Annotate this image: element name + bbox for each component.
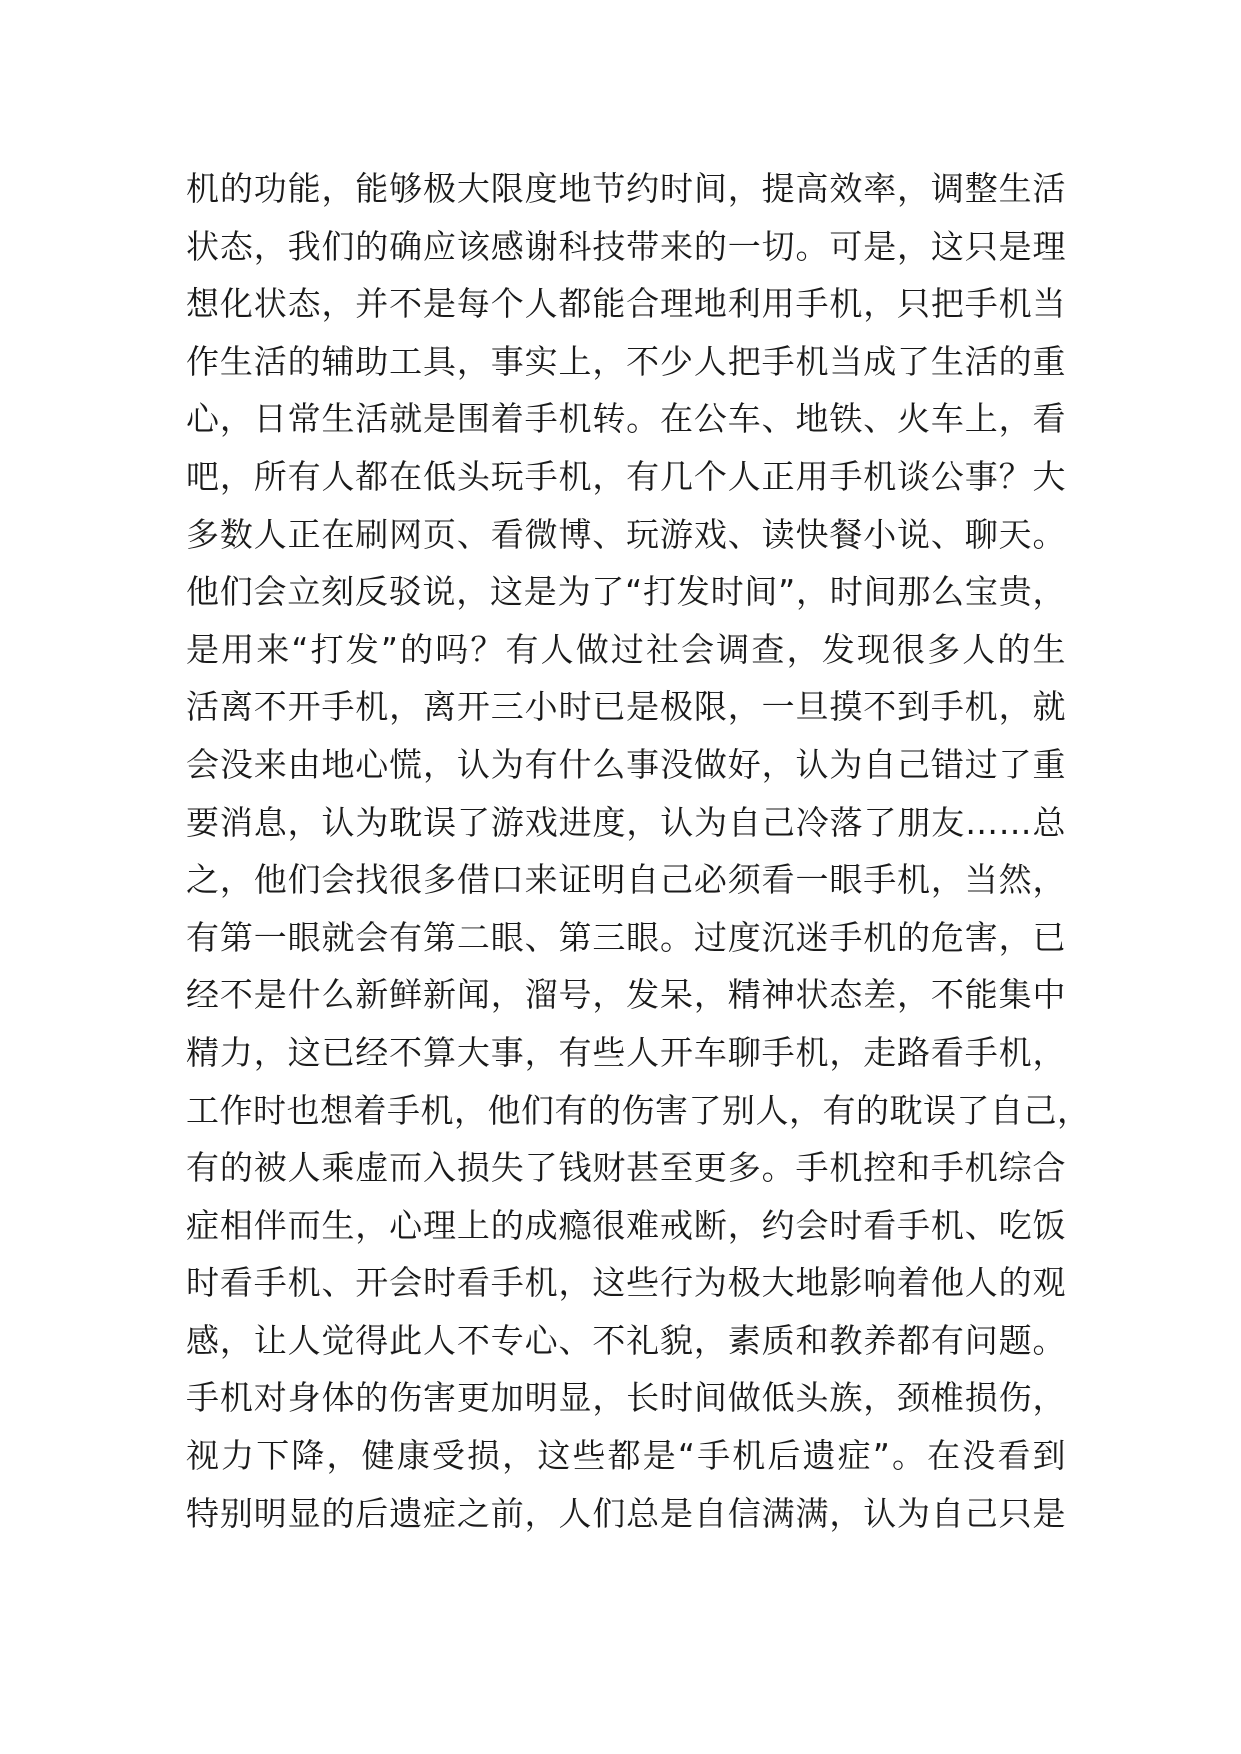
text-line: 手机对身体的伤害更加明显，长时间做低头族，颈椎损伤， [186,1378,1066,1418]
text-line: 工作时也想着手机，他们有的伤害了别人，有的耽误了自己， [186,1090,1091,1130]
text-line: 想化状态，并不是每个人都能合理地利用手机，只把手机当 [186,284,1066,324]
text-line: 时看手机、开会时看手机，这些行为极大地影响着他人的观 [186,1263,1066,1303]
text-line: 要消息，认为耽误了游戏进度，认为自己冷落了朋友……总 [186,802,1066,842]
text-line: 特别明显的后遗症之前，人们总是自信满满，认为自己只是 [186,1493,1066,1533]
text-line: 是用来“打发”的吗？有人做过社会调查，发现很多人的生 [186,629,1066,669]
text-line: 吧，所有人都在低头玩手机，有几个人正用手机谈公事？大 [186,456,1066,496]
text-line: 感，让人觉得此人不专心、不礼貌，素质和教养都有问题。 [186,1320,1066,1360]
text-line: 作生活的辅助工具，事实上，不少人把手机当成了生活的重 [186,341,1066,381]
text-line: 机的功能，能够极大限度地节约时间，提高效率，调整生活 [186,169,1066,208]
text-line: 心，日常生活就是围着手机转。在公车、地铁、火车上，看 [186,399,1066,439]
text-line: 有的被人乘虚而入损失了钱财甚至更多。手机控和手机综合 [186,1148,1066,1188]
text-line: 症相伴而生，心理上的成瘾很难戒断，约会时看手机、吃饭 [186,1205,1066,1245]
text-line: 状态，我们的确应该感谢科技带来的一切。可是，这只是理 [186,226,1066,266]
body-text [186,160,1091,1542]
text-line: 精力，这已经不算大事，有些人开车聊手机，走路看手机， [186,1032,1066,1072]
text-line: 他们会立刻反驳说，这是为了“打发时间”，时间那么宝贵， [186,572,1066,612]
text-line: 活离不开手机，离开三小时已是极限，一旦摸不到手机，就 [186,687,1066,727]
text-line: 经不是什么新鲜新闻，溜号，发呆，精神状态差，不能集中 [186,975,1066,1015]
text-line: 有第一眼就会有第二眼、第三眼。过度沉迷手机的危害，已 [186,917,1066,957]
text-line: 视力下降，健康受损，这些都是“手机后遗症”。在没看到 [186,1436,1066,1476]
text-line: 之，他们会找很多借口来证明自己必须看一眼手机，当然， [186,860,1066,900]
text-line: 多数人正在刷网页、看微博、玩游戏、读快餐小说、聊天。 [186,514,1066,554]
text-line: 会没来由地心慌，认为有什么事没做好，认为自己错过了重 [186,744,1066,784]
